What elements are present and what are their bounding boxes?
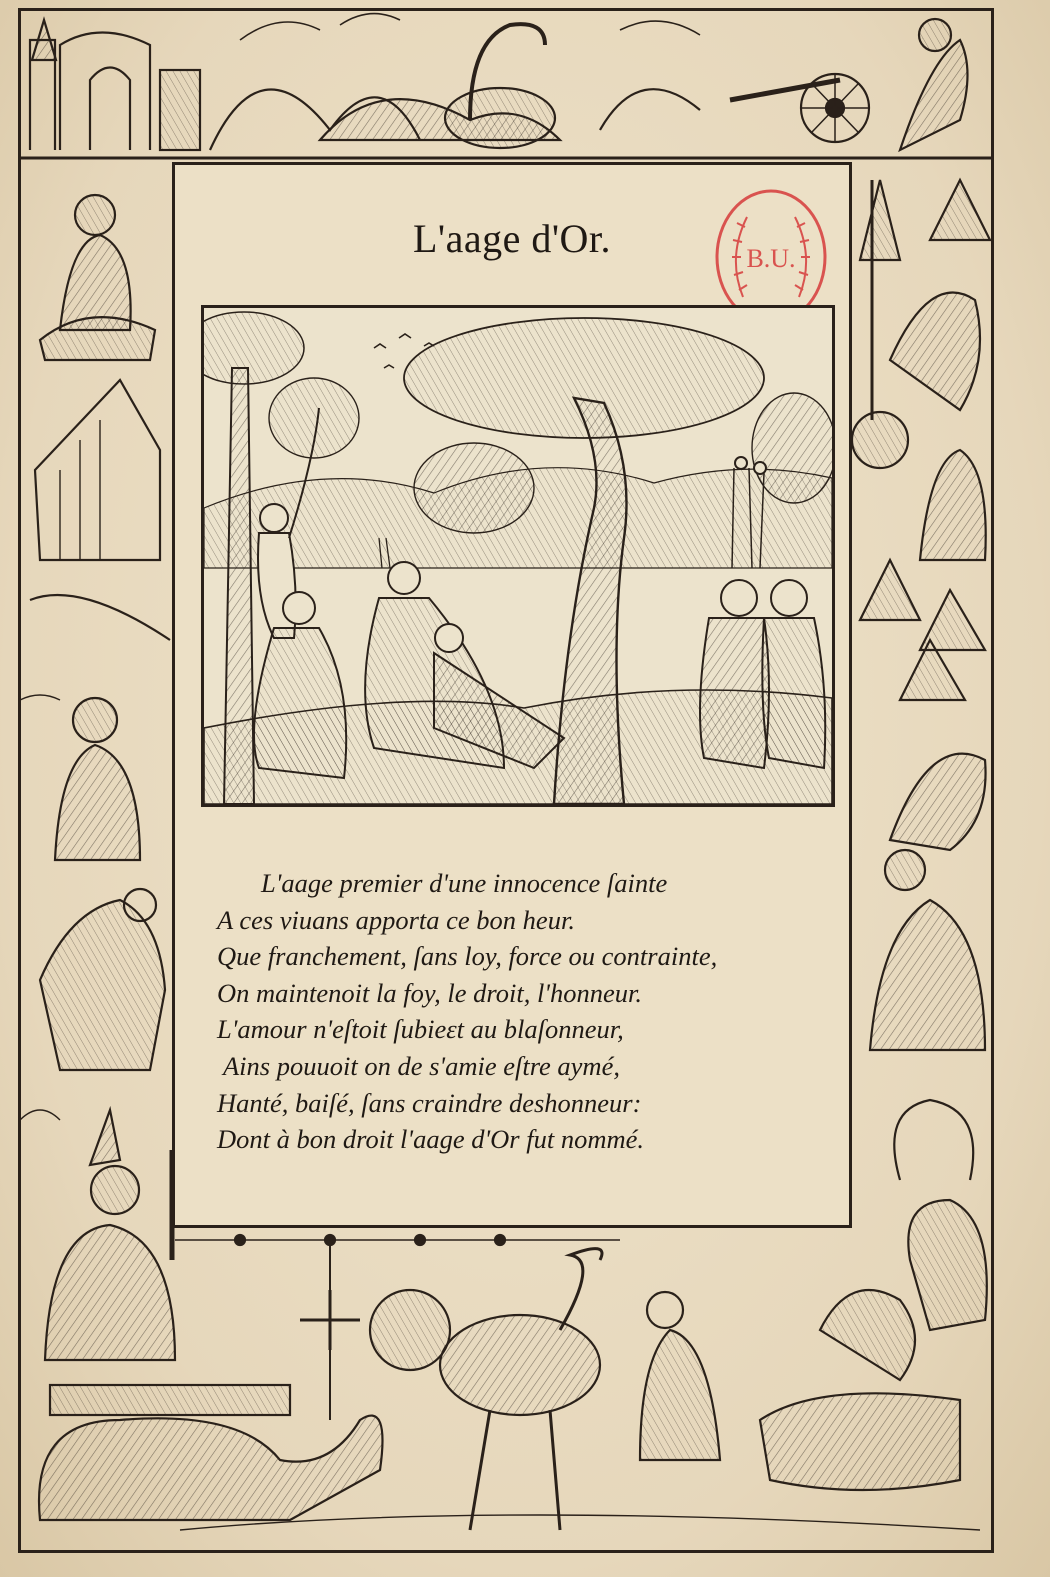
verse-line-5: L'amour n'eſtoit ſubieɛt au blaſonneur, — [217, 1014, 624, 1045]
woodcut-illustration — [201, 305, 835, 807]
verse-line-3: Que franchement, ſans loy, force ou contrainte, — [217, 941, 718, 972]
stamp-text: B.U. — [746, 244, 796, 273]
verse-line-4: On maintenoit la foy, le droit, l'honneur. — [217, 977, 642, 1008]
golden-age-scene — [204, 308, 832, 804]
verse-line-2: A ces viuans apporta ce bon heur. — [217, 904, 575, 935]
verse-line-1: L'aage premier d'une innocence ſainte — [261, 868, 668, 898]
verse-line-8: Dont à bon droit l'aage d'Or fut nommé. — [217, 1124, 644, 1155]
verse-line-6: Ains pouuoit on de s'amie eſtre aymé, — [223, 1050, 620, 1081]
text-panel — [172, 162, 852, 1228]
verse-block — [217, 865, 837, 1158]
page-title: L'aage d'Or. — [412, 216, 612, 261]
verse-line-7: Hanté, baiſé, ſans craindre deshonneur: — [217, 1087, 642, 1118]
